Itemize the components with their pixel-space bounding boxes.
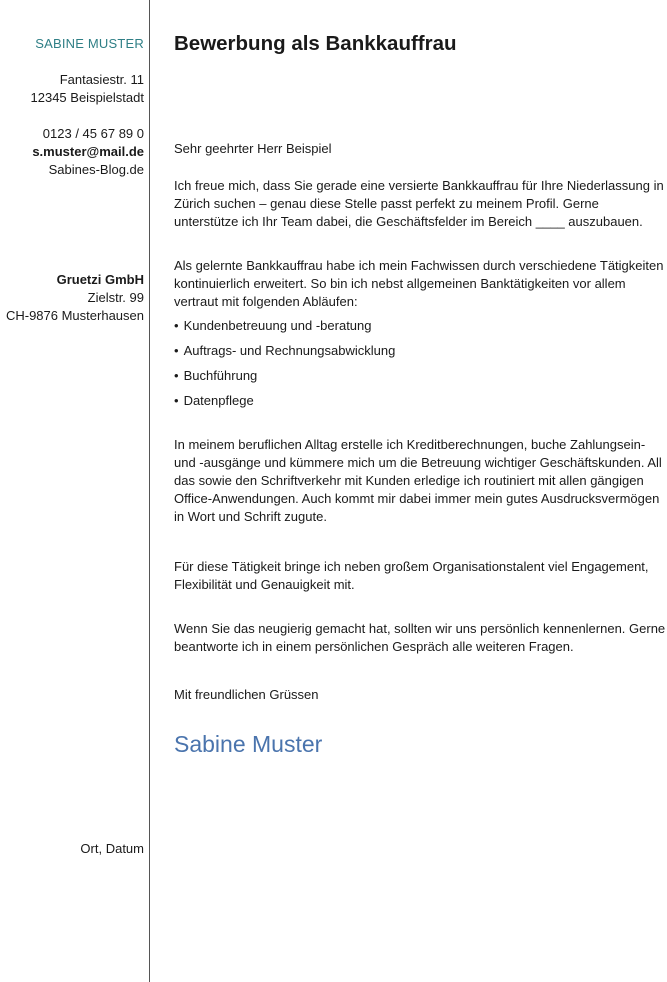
list-item: • Buchführung <box>174 367 395 392</box>
paragraph-experience: Als gelernte Bankkauffrau habe ich mein Fachwissen durch verschiedene Tätigkeiten kontinuierlich erweitert. So bin ich nebst allgemeinen Banktätigkeiten vor allem vertraut mit folgenden Abläufen: <box>174 258 664 309</box>
sender-street: Fantasiestr. 11 <box>59 72 144 87</box>
list-item: • Datenpflege <box>174 392 395 417</box>
closing: Mit freundlichen Grüssen <box>174 687 319 702</box>
letter-title: Bewerbung als Bankkauffrau <box>174 32 457 55</box>
paragraph-daily-work: In meinem beruflichen Alltag erstelle ich Kreditberechnungen, buche Zahlungsein- und -ausgänge und kümmere mich um die Betreuung wichtiger Geschäftskunden. All das sowie den Schriftverkehr mit Kunden erledige ich routiniert mit allen gängigen Office-Anwendungen. Auch kommt mir dabei immer mein gutes Ausdrucksvermögen in Wort und Schrift zugute. <box>174 437 662 524</box>
recipient-city: CH-9876 Musterhausen <box>5 308 144 323</box>
recipient-company: Gruetzi GmbH <box>56 272 144 287</box>
paragraph-intro: Ich freue mich, dass Sie gerade eine versierte Bankkauffrau für Ihre Niederlassung in Zürich suchen – genau diese Stelle passt perfekt zu meinem Profil. Gerne unterstütze ich Ihr Team dabei, die Geschäftsfelder im Bereich ____ auszubauen. <box>174 178 664 229</box>
sender-name: SABINE MUSTER <box>35 36 144 51</box>
recipient-street: Zielstr. 99 <box>87 290 144 305</box>
skills-list <box>174 317 395 417</box>
sender-phone: 0123 / 45 67 89 0 <box>42 126 144 141</box>
list-item: • Kundenbetreuung und -beratung <box>174 317 395 342</box>
vertical-divider <box>149 0 150 982</box>
sender-email: s.muster@mail.de <box>32 144 144 159</box>
list-item: • Auftrags- und Rechnungsabwicklung <box>174 342 395 367</box>
sender-blog: Sabines-Blog.de <box>48 162 144 177</box>
signature: Sabine Muster <box>174 731 323 757</box>
paragraph-invitation: Wenn Sie das neugierig gemacht hat, sollten wir uns persönlich kennenlernen. Gerne beantworte ich in einem persönlichen Gespräch alle weiteren Fragen. <box>174 621 666 654</box>
paragraph-qualities: Für diese Tätigkeit bringe ich neben großem Organisationstalent viel Engagement, Flexibilität und Genauigkeit mit. <box>174 559 649 592</box>
sender-sidebar <box>0 0 144 982</box>
salutation: Sehr geehrter Herr Beispiel <box>174 141 332 156</box>
place-date: Ort, Datum <box>80 841 144 856</box>
sender-city: 12345 Beispielstadt <box>30 90 144 105</box>
